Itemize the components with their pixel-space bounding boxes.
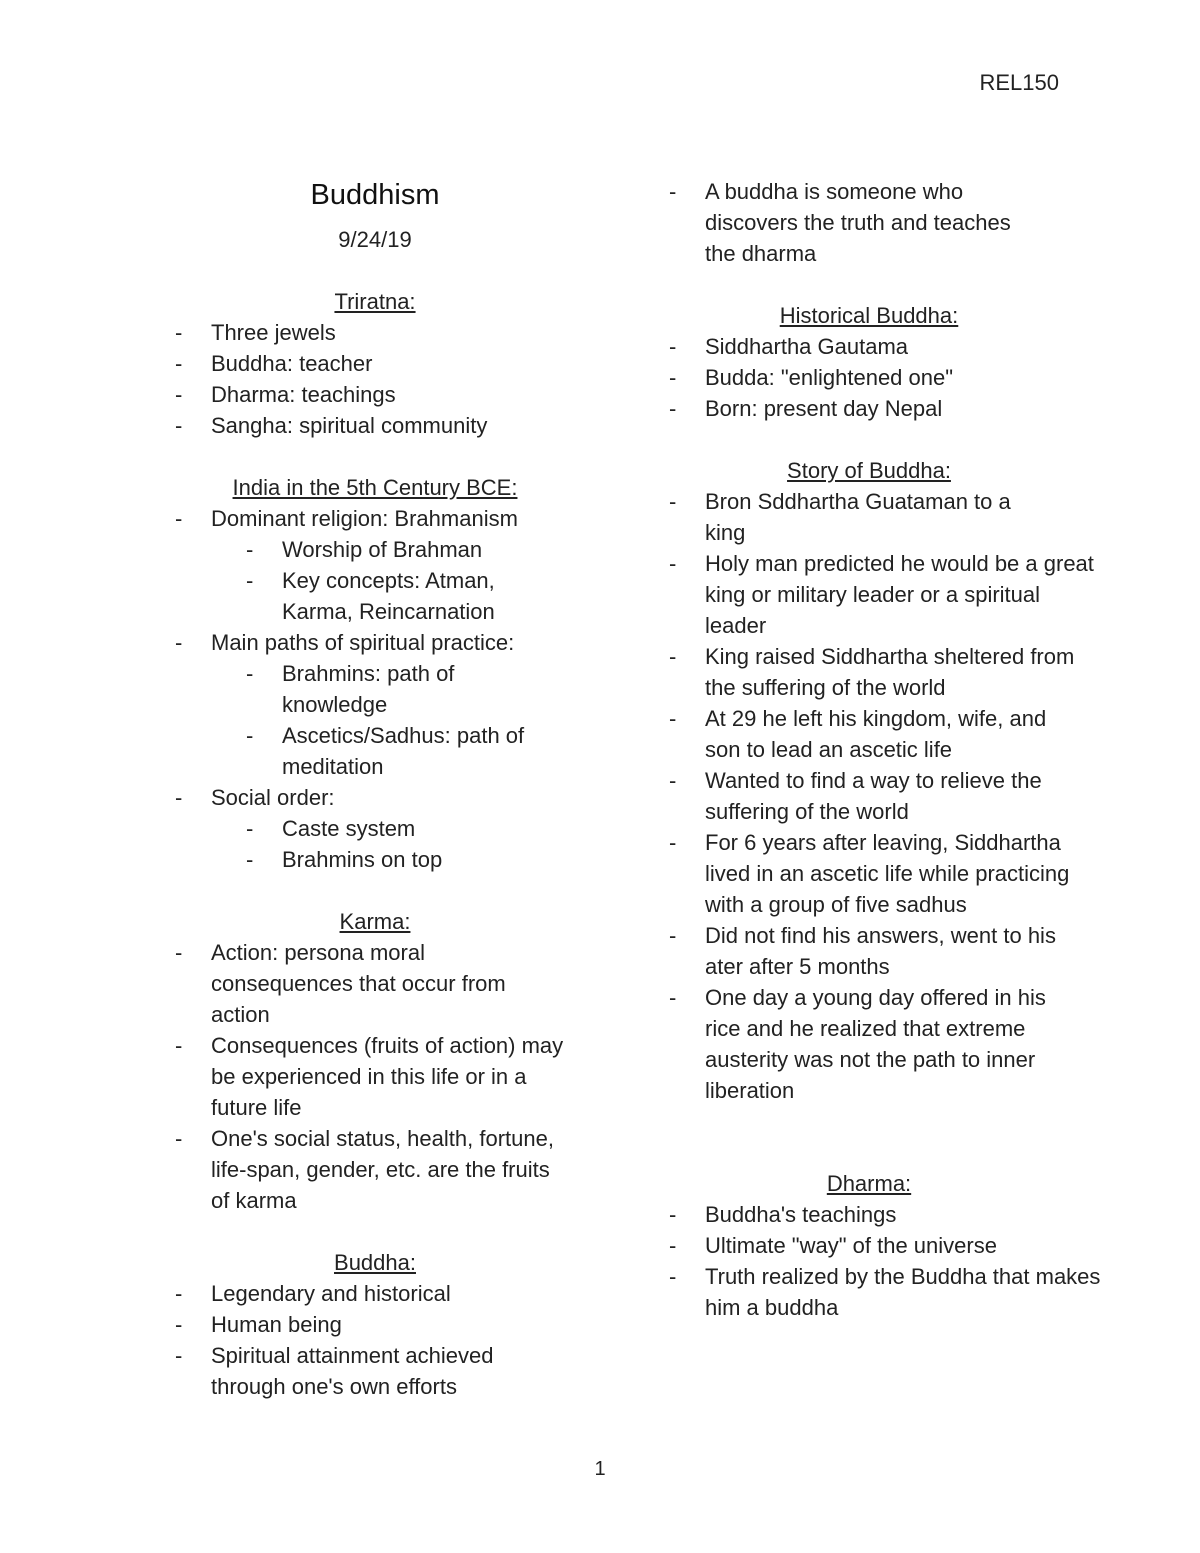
section-dharma bbox=[669, 1168, 1101, 1323]
dash-bullet: - bbox=[246, 816, 254, 841]
dash-bullet: - bbox=[175, 630, 183, 655]
section-heading: Buddha: bbox=[334, 1250, 416, 1275]
list-item: - Did not find his answers, went to his ater after 5 months bbox=[669, 920, 1085, 982]
dash-bullet: - bbox=[669, 1233, 677, 1258]
list-item: - Truth realized by the Buddha that makes him a buddha bbox=[669, 1261, 1105, 1323]
list-item: - One day a young day offered in his rice and he realized that extreme austerity was not the path to inner liberation bbox=[669, 982, 1075, 1106]
list-item: - Bron Sddhartha Guataman to a king bbox=[669, 486, 1045, 548]
note-date: 9/24/19 bbox=[338, 227, 412, 252]
section-intro bbox=[669, 176, 1069, 269]
dash-bullet: - bbox=[246, 847, 254, 872]
dash-bullet: - bbox=[175, 1343, 183, 1368]
list-item: - Dominant religion: Brahmanism bbox=[175, 503, 575, 534]
dash-bullet: - bbox=[669, 551, 677, 576]
list-item: - Buddha's teachings bbox=[669, 1199, 1069, 1230]
dash-bullet: - bbox=[669, 365, 677, 390]
dash-bullet: - bbox=[669, 179, 677, 204]
dash-bullet: - bbox=[669, 644, 677, 669]
list-item: - One's social status, health, fortune, life-span, gender, etc. are the fruits of karma bbox=[175, 1123, 571, 1216]
dash-bullet: - bbox=[246, 723, 254, 748]
bullet-list bbox=[175, 317, 575, 441]
dash-bullet: - bbox=[175, 351, 183, 376]
dash-bullet: - bbox=[175, 1033, 183, 1058]
list-item: - Social order: bbox=[175, 782, 575, 813]
list-item: - King raised Siddhartha sheltered from the suffering of the world bbox=[669, 641, 1090, 703]
dash-bullet: - bbox=[175, 1281, 183, 1306]
section-heading: Karma: bbox=[339, 909, 411, 934]
right-column bbox=[669, 176, 1101, 1354]
list-item: - Sangha: spiritual community bbox=[175, 410, 575, 441]
dash-bullet: - bbox=[669, 768, 677, 793]
list-item: - For 6 years after leaving, Siddhartha lived in an ascetic life while practicing with a group of five sadhus bbox=[669, 827, 1095, 920]
dash-bullet: - bbox=[175, 940, 183, 965]
sub-list-item: - Key concepts: Atman, Karma, Reincarnation bbox=[175, 565, 542, 627]
dash-bullet: - bbox=[246, 537, 254, 562]
dash-bullet: - bbox=[669, 923, 677, 948]
bullet-list bbox=[669, 331, 1069, 424]
left-column bbox=[175, 170, 575, 1433]
course-code-header: REL150 bbox=[979, 70, 1059, 95]
sub-list-item: - Caste system bbox=[175, 813, 575, 844]
section-heading: Story of Buddha: bbox=[787, 458, 951, 483]
dash-bullet: - bbox=[669, 334, 677, 359]
section-heading: India in the 5th Century BCE: bbox=[232, 475, 518, 500]
list-item: - At 29 he left his kingdom, wife, and son to lead an ascetic life bbox=[669, 703, 1065, 765]
list-item: - Wanted to find a way to relieve the suffering of the world bbox=[669, 765, 1075, 827]
bullet-list bbox=[175, 937, 575, 1216]
dash-bullet: - bbox=[175, 506, 183, 531]
sub-list-item: - Ascetics/Sadhus: path of meditation bbox=[175, 720, 572, 782]
bullet-list bbox=[669, 176, 1069, 269]
dash-bullet: - bbox=[246, 661, 254, 686]
section-karma bbox=[175, 906, 575, 1216]
section-heading: Historical Buddha: bbox=[779, 303, 959, 328]
list-item: - Legendary and historical bbox=[175, 1278, 575, 1309]
page-number: 1 bbox=[594, 1458, 606, 1480]
section-heading: Triratna: bbox=[334, 289, 416, 314]
list-item: - Dharma: teachings bbox=[175, 379, 575, 410]
dash-bullet: - bbox=[175, 1312, 183, 1337]
section-story-of-buddha bbox=[669, 455, 1094, 1106]
list-item: - Human being bbox=[175, 1309, 575, 1340]
dash-bullet: - bbox=[669, 489, 677, 514]
section-buddha bbox=[175, 1247, 575, 1402]
list-item: - Spiritual attainment achieved through one's own efforts bbox=[175, 1340, 551, 1402]
list-item: - Consequences (fruits of action) may be experienced in this life or in a future life bbox=[175, 1030, 571, 1123]
sub-list-item: - Brahmins on top bbox=[175, 844, 575, 875]
bullet-list bbox=[669, 1199, 1101, 1323]
dash-bullet: - bbox=[175, 382, 183, 407]
bullet-list bbox=[669, 486, 1094, 1106]
list-item: - Born: present day Nepal bbox=[669, 393, 1069, 424]
dash-bullet: - bbox=[669, 985, 677, 1010]
list-item: - Ultimate "way" of the universe bbox=[669, 1230, 1069, 1261]
dash-bullet: - bbox=[246, 568, 254, 593]
sub-list-item: - Brahmins: path of knowledge bbox=[175, 658, 492, 720]
dash-bullet: - bbox=[175, 413, 183, 438]
list-item: - Siddhartha Gautama bbox=[669, 331, 1069, 362]
sub-list-item: - Worship of Brahman bbox=[175, 534, 575, 565]
dash-bullet: - bbox=[175, 1126, 183, 1151]
dash-bullet: - bbox=[669, 1264, 677, 1289]
list-item: - Buddha: teacher bbox=[175, 348, 575, 379]
section-triratna bbox=[175, 286, 575, 441]
page-title: Buddhism bbox=[310, 179, 440, 211]
list-item: - Holy man predicted he would be a great king or military leader or a spiritual leader bbox=[669, 548, 1105, 641]
list-item: - Budda: "enlightened one" bbox=[669, 362, 1069, 393]
bullet-list bbox=[175, 1278, 575, 1402]
section-heading: Dharma: bbox=[826, 1171, 912, 1196]
dash-bullet: - bbox=[669, 706, 677, 731]
list-item: - A buddha is someone who discovers the truth and teaches the dharma bbox=[669, 176, 1045, 269]
dash-bullet: - bbox=[175, 320, 183, 345]
section-india bbox=[175, 472, 575, 875]
dash-bullet: - bbox=[669, 1202, 677, 1227]
list-item: - Main paths of spiritual practice: bbox=[175, 627, 575, 658]
dash-bullet: - bbox=[175, 785, 183, 810]
bullet-list bbox=[175, 503, 575, 875]
dash-bullet: - bbox=[669, 830, 677, 855]
list-item: - Three jewels bbox=[175, 317, 575, 348]
section-historical-buddha bbox=[669, 300, 1069, 424]
list-item: - Action: persona moral consequences that occur from action bbox=[175, 937, 541, 1030]
dash-bullet: - bbox=[669, 396, 677, 421]
